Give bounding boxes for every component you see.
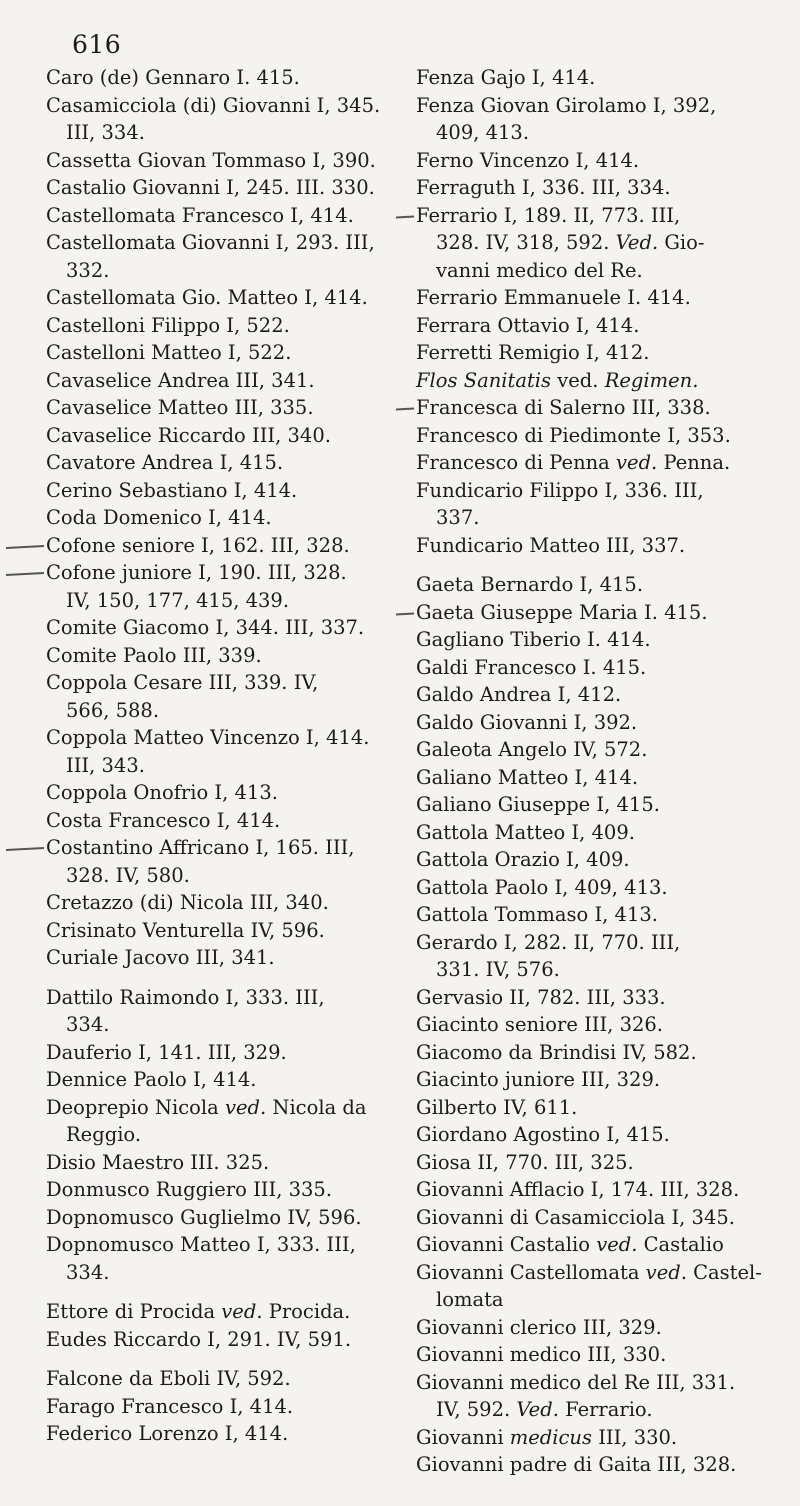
index-entry [416, 477, 796, 505]
index-entry [46, 1365, 406, 1393]
index-entry [46, 1066, 406, 1094]
index-entry [416, 599, 796, 627]
entry-text: Farago Francesco I, 414. [46, 1394, 294, 1418]
entry-text: 337. [436, 506, 480, 529]
index-entry [46, 807, 406, 835]
entry-text: 334. [66, 1260, 110, 1284]
entry-text: Dopnomusco Guglielmo IV, 596. [46, 1205, 362, 1229]
index-entry [46, 1298, 406, 1326]
entry-text: Ferraguth I, 336. III, 334. [416, 176, 671, 199]
italic-text: ved. [221, 1300, 263, 1323]
entry-text: Gattola Tommaso I, 413. [416, 903, 658, 926]
index-entry [46, 504, 406, 532]
section-gap [46, 1286, 406, 1298]
index-entry [46, 1176, 406, 1204]
entry-text: vanni medico del Re. [436, 258, 643, 282]
index-entry [46, 202, 406, 230]
entry-text: Procida. [262, 1300, 351, 1323]
italic-text: ved. [616, 451, 658, 474]
index-entry [46, 449, 406, 477]
index-entry [46, 1326, 406, 1354]
index-entry [416, 1149, 796, 1177]
entry-text: Giovanni di Casamicciola I, 345. [416, 1205, 735, 1229]
entry-text: Costantino Affricano I, 165. III, [46, 836, 355, 859]
entry-text: 409, 413. [436, 121, 530, 144]
entry-text: Giovanni padre di Gaita III, 328. [416, 1453, 737, 1476]
entry-text: Fundicario Filippo I, 336. III, [416, 478, 704, 502]
entry-text: Gervasio II, 782. III, 333. [416, 985, 666, 1009]
entry-text: Ettore di Procida [46, 1300, 222, 1323]
index-entry [46, 642, 406, 670]
index-entry-continuation [46, 587, 406, 615]
entry-text: Gattola Paolo I, 409, 413. [416, 875, 668, 899]
margin-pencil-mark [6, 847, 44, 850]
index-entry [416, 1011, 796, 1039]
italic-text: ved. [224, 1095, 267, 1119]
index-entry [46, 339, 406, 367]
entry-text: Cavaselice Andrea III, 341. [46, 368, 315, 392]
index-entry-continuation [416, 504, 796, 532]
entry-text: Cassetta Giovan Tommaso I, 390. [46, 148, 376, 172]
entry-text: Comite Paolo III, 339. [46, 643, 262, 667]
index-entry [46, 724, 406, 752]
index-entry [46, 92, 406, 120]
index-entry-continuation [46, 257, 406, 285]
entry-text: Dopnomusco Matteo I, 333. III, [46, 1233, 356, 1256]
index-entry [416, 819, 796, 847]
index-entry [416, 1121, 796, 1149]
entry-text: Coda Domenico I, 414. [46, 506, 272, 529]
entry-text: Coppola Cesare III, 339. IV, [46, 671, 319, 694]
index-entry [416, 626, 796, 654]
entry-text: Gilberto IV, 611. [416, 1095, 578, 1119]
index-entry [46, 669, 406, 697]
entry-text: Casamicciola (di) Giovanni I, 345. [46, 93, 381, 117]
entry-text: Costa Francesco I, 414. [46, 808, 281, 832]
index-entry [46, 944, 406, 972]
index-entry [46, 559, 406, 587]
entry-text: Cavatore Andrea I, 415. [46, 451, 284, 474]
entry-text: 331. IV, 576. [436, 958, 560, 981]
entry-text: Giovanni Castalio [416, 1233, 597, 1256]
index-entry [416, 1204, 796, 1232]
entry-text: Coppola Matteo Vincenzo I, 414. [46, 726, 370, 749]
index-entry [416, 681, 796, 709]
index-entry [416, 654, 796, 682]
entry-text: 332. [66, 258, 110, 282]
page-number: 616 [72, 30, 122, 59]
entry-text: Gattola Matteo I, 409. [416, 820, 635, 844]
entry-text: Castellomata Gio. Matteo I, 414. [46, 286, 368, 309]
section-gap [46, 972, 406, 984]
entry-text: Cerino Sebastiano I, 414. [46, 478, 298, 502]
entry-text: Disio Maestro III. 325. [46, 1150, 270, 1174]
index-entry [46, 422, 406, 450]
entry-text: Castel- [686, 1260, 762, 1284]
entry-text: 328. IV, 580. [66, 863, 190, 887]
entry-text: Gaeta Giuseppe Maria I. 415. [416, 600, 708, 624]
entry-text: Deoprepio Nicola [46, 1095, 225, 1119]
index-entry [416, 64, 796, 92]
index-entry [416, 147, 796, 175]
index-entry [416, 92, 796, 120]
index-entry-continuation [46, 697, 406, 725]
index-entry [46, 917, 406, 945]
index-entry [46, 1393, 406, 1421]
entry-text: Francesco di Penna [416, 451, 617, 474]
entry-text: Cretazzo (di) Nicola III, 340. [46, 891, 329, 914]
entry-text: Gattola Orazio I, 409. [416, 848, 630, 871]
italic-text: Ved. [516, 1398, 559, 1421]
index-entry [416, 1066, 796, 1094]
margin-pencil-mark [6, 572, 44, 575]
index-entry-continuation [46, 752, 406, 780]
index-entry [416, 394, 796, 422]
italic-text: ved. [645, 1260, 687, 1284]
index-entry-continuation [416, 119, 796, 147]
index-entry [46, 779, 406, 807]
index-entry [416, 1369, 796, 1397]
index-entry-continuation [416, 229, 796, 257]
index-entry [46, 174, 406, 202]
entry-text: Giovanni Castellomata [416, 1260, 646, 1284]
index-entry [416, 174, 796, 202]
index-entry [416, 1341, 796, 1369]
index-entry [46, 1420, 406, 1448]
section-gap [46, 1353, 406, 1365]
index-entry [46, 64, 406, 92]
italic-text: medicus [509, 1425, 592, 1449]
entry-text: Galdo Giovanni I, 392. [416, 710, 638, 734]
index-entry [46, 889, 406, 917]
index-entry-continuation [416, 1396, 796, 1424]
margin-pencil-mark [6, 545, 44, 548]
entry-text: IV, 592. [436, 1398, 517, 1421]
entry-text: lomata [436, 1288, 504, 1311]
entry-text: IV, 150, 177, 415, 439. [66, 588, 290, 612]
index-entry [416, 284, 796, 312]
entry-text: Penna. [657, 451, 731, 474]
entry-text: Fenza Giovan Girolamo I, 392, [416, 93, 717, 117]
index-entry [46, 312, 406, 340]
entry-text: 566, 588. [66, 698, 160, 722]
italic-text: Regimen. [604, 368, 699, 392]
entry-text: Castalio [637, 1233, 724, 1256]
entry-text: Castellomata Giovanni I, 293. III, [46, 231, 375, 254]
italic-text: Flos Sanitatis [416, 368, 552, 392]
index-entry [46, 229, 406, 257]
index-entry [46, 984, 406, 1012]
index-entry [416, 312, 796, 340]
entry-text: Castellomata Francesco I, 414. [46, 203, 354, 227]
index-entry [416, 874, 796, 902]
entry-text: Ferretti Remigio I, 412. [416, 341, 650, 364]
entry-text: Dennice Paolo I, 414. [46, 1068, 257, 1091]
index-entry [416, 929, 796, 957]
entry-text: 328. IV, 318, 592. [436, 231, 616, 254]
entry-text: III, 343. [66, 753, 145, 777]
index-entry [46, 147, 406, 175]
index-entry [416, 901, 796, 929]
index-entry-continuation [416, 257, 796, 285]
index-column-left [46, 64, 406, 1448]
entry-text: Fundicario Matteo III, 337. [416, 533, 686, 557]
index-entry [416, 1176, 796, 1204]
index-entry-continuation [46, 1121, 406, 1149]
index-entry-continuation [416, 1286, 796, 1314]
index-entry [416, 1314, 796, 1342]
entry-text: Gerardo I, 282. II, 770. III, [416, 930, 681, 954]
entry-text: Galdo Andrea I, 412. [416, 683, 622, 706]
index-entry [416, 984, 796, 1012]
entry-text: Galiano Matteo I, 414. [416, 765, 639, 789]
entry-text: Giacinto juniore III, 329. [416, 1068, 661, 1091]
entry-text: Castalio Giovanni I, 245. III. 330. [46, 176, 375, 199]
index-entry [416, 571, 796, 599]
entry-text: Cavaselice Matteo III, 335. [46, 396, 314, 419]
index-entry [416, 736, 796, 764]
index-entry [416, 1259, 796, 1287]
entry-text: Gio- [658, 231, 705, 254]
entry-text: Cofone seniore I, 162. III, 328. [46, 533, 350, 557]
italic-text: Ved. [615, 231, 659, 254]
index-column-right [416, 64, 796, 1479]
index-entry [416, 1094, 796, 1122]
entry-text: Caro (de) Gennaro I. 415. [46, 66, 300, 89]
entry-text: Giovanni [416, 1425, 510, 1449]
entry-text: Ferrara Ottavio I, 414. [416, 313, 640, 337]
entry-text: Reggio. [66, 1123, 142, 1146]
index-entry [46, 1231, 406, 1259]
entry-text: Donmusco Ruggiero III, 335. [46, 1178, 333, 1201]
entry-text: Giovanni Afflacio I, 174. III, 328. [416, 1178, 740, 1201]
entry-text: Francesca di Salerno III, 338. [416, 396, 711, 419]
entry-text: Giovanni medico III, 330. [416, 1343, 667, 1366]
margin-pencil-mark [396, 215, 414, 217]
entry-text: Galeota Angelo IV, 572. [416, 738, 648, 761]
index-entry [416, 202, 796, 230]
index-entry [46, 367, 406, 395]
italic-text: ved. [596, 1233, 638, 1256]
entry-text: III, 334. [66, 121, 145, 144]
entry-text: Giovanni medico del Re III, 331. [416, 1370, 736, 1394]
index-entry [416, 791, 796, 819]
entry-text: Curiale Jacovo III, 341. [46, 946, 275, 969]
index-entry-continuation [46, 119, 406, 147]
index-entry [46, 284, 406, 312]
index-entry [416, 1451, 796, 1479]
index-entry [46, 1204, 406, 1232]
index-entry-continuation [46, 862, 406, 890]
index-entry [416, 367, 796, 395]
entry-text: Giacinto seniore III, 326. [416, 1013, 663, 1036]
index-entry [46, 394, 406, 422]
index-entry-continuation [46, 1011, 406, 1039]
entry-text: Dauferio I, 141. III, 329. [46, 1040, 287, 1064]
index-entry [46, 1094, 406, 1122]
entry-text: Francesco di Piedimonte I, 353. [416, 423, 731, 447]
entry-text: Giordano Agostino I, 415. [416, 1123, 670, 1146]
section-gap [416, 559, 796, 571]
entry-text: Castelloni Filippo I, 522. [46, 313, 290, 337]
entry-text: Gaeta Bernardo I, 415. [416, 573, 644, 596]
index-entry [46, 614, 406, 642]
entry-text: Ferno Vincenzo I, 414. [416, 148, 640, 172]
entry-text: Comite Giacomo I, 344. III, 337. [46, 616, 365, 639]
entry-text: Crisinato Venturella IV, 596. [46, 918, 325, 942]
index-entry [46, 834, 406, 862]
index-entry-continuation [46, 1259, 406, 1287]
entry-text: Cavaselice Riccardo III, 340. [46, 423, 331, 447]
entry-text: Giacomo da Brindisi IV, 582. [416, 1040, 697, 1064]
entry-text: Giovanni clerico III, 329. [416, 1315, 662, 1339]
entry-text: Cofone juniore I, 190. III, 328. [46, 561, 347, 584]
entry-text: Castelloni Matteo I, 522. [46, 341, 292, 364]
index-entry [416, 422, 796, 450]
index-entry [416, 339, 796, 367]
index-entry [416, 709, 796, 737]
index-entry-continuation [416, 956, 796, 984]
index-entry [416, 764, 796, 792]
entry-text: ved. [551, 368, 605, 392]
index-entry [416, 1424, 796, 1452]
entry-text: Coppola Onofrio I, 413. [46, 781, 278, 804]
entry-text: Falcone da Eboli IV, 592. [46, 1367, 291, 1390]
entry-text: Fenza Gajo I, 414. [416, 66, 596, 89]
entry-text: III, 330. [592, 1425, 678, 1449]
entry-text: Galiano Giuseppe I, 415. [416, 793, 660, 816]
entry-text: Ferrario. [558, 1398, 653, 1421]
index-entry [46, 532, 406, 560]
index-entry [416, 1039, 796, 1067]
index-entry [46, 477, 406, 505]
index-entry [416, 532, 796, 560]
entry-text: Gagliano Tiberio I. 414. [416, 628, 651, 651]
index-entry [416, 449, 796, 477]
entry-text: Dattilo Raimondo I, 333. III, [46, 985, 325, 1009]
entry-text: Giosa II, 770. III, 325. [416, 1150, 634, 1174]
entry-text: Ferrario I, 189. II, 773. III, [416, 203, 681, 227]
index-entry [416, 846, 796, 874]
entry-text: Galdi Francesco I. 415. [416, 655, 647, 679]
entry-text: 334. [66, 1013, 110, 1036]
entry-text: Nicola da [266, 1095, 367, 1119]
margin-pencil-mark [396, 612, 414, 614]
index-entry [46, 1149, 406, 1177]
entry-text: Ferrario Emmanuele I. 414. [416, 286, 691, 309]
entry-text: Federico Lorenzo I, 414. [46, 1422, 289, 1445]
entry-text: Eudes Riccardo I, 291. IV, 591. [46, 1327, 352, 1351]
index-entry [46, 1039, 406, 1067]
index-entry [416, 1231, 796, 1259]
